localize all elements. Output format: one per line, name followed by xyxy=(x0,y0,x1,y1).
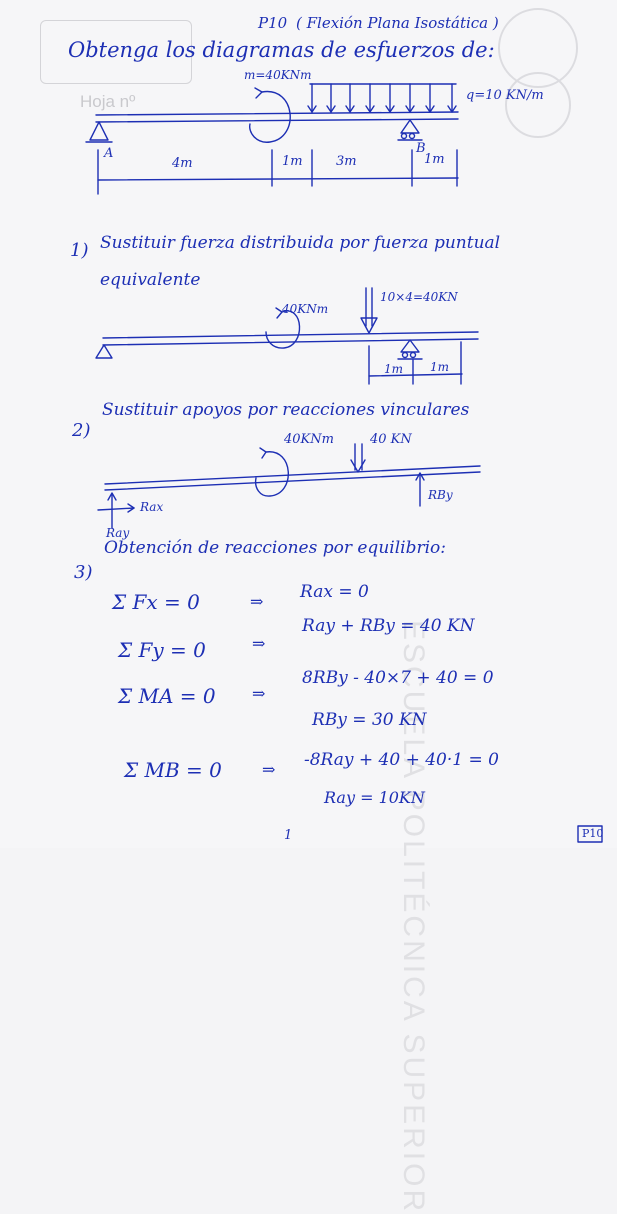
eq-3-lhs: Σ MA = 0 xyxy=(118,684,216,708)
step3-text: Obtención de reacciones por equilibrio: xyxy=(104,538,446,558)
step2-number: 2) xyxy=(72,420,91,441)
eq-2-arrow: ⇒ xyxy=(252,634,266,653)
eq-1-arrow: ⇒ xyxy=(250,592,264,611)
step1-number: 1) xyxy=(70,240,89,261)
fig3-beam xyxy=(105,466,480,490)
fig2-support-a xyxy=(96,345,112,358)
eq-1-rhs: Rax = 0 xyxy=(300,582,369,602)
step1-text-line1: Sustituir fuerza distribuida por fuerza puntual xyxy=(100,233,501,253)
step2-text: Sustituir apoyos por reacciones vinculares xyxy=(102,400,470,420)
fig1-support-b xyxy=(398,120,422,140)
fig3-moment-label: 40KNm xyxy=(284,432,334,447)
fig1-dim-3: 3m xyxy=(336,154,357,169)
fig1-beam xyxy=(96,112,458,122)
fig3-reaction-ray xyxy=(108,493,116,528)
fig3-force-label: 40 KN xyxy=(370,432,412,447)
fig3-rax-label: Rax xyxy=(140,500,164,514)
fig3-reaction-rby xyxy=(416,473,424,506)
fig1-dim-2: 1m xyxy=(282,154,303,169)
footer-tag: P10 xyxy=(582,827,604,840)
eq-2-rhs: Ray + RBy = 40 KN xyxy=(302,616,475,636)
eq-5-arrow: ⇒ xyxy=(262,760,276,779)
step1-text-line2: equivalente xyxy=(100,270,201,290)
fig1-support-b-label: B xyxy=(416,141,426,156)
fig2-dim-2: 1m xyxy=(430,360,450,374)
fig1-load-label: q=10 KN/m xyxy=(466,88,544,103)
intro-text: Obtenga los diagramas de esfuerzos de: xyxy=(68,38,495,62)
fig2-support-b xyxy=(398,340,422,359)
fig2-beam xyxy=(103,332,478,345)
eq-3-rhs: 8RBy - 40×7 + 40 = 0 xyxy=(302,668,494,688)
page-code: P10 xyxy=(258,14,288,32)
fig1-moment-arrow xyxy=(250,88,291,142)
fig3-ray-label: Ray xyxy=(106,526,130,540)
fig3-moment-arrow xyxy=(256,448,289,496)
eq-5-rhs: -8Ray + 40 + 40·1 = 0 xyxy=(304,750,499,770)
page-number: 1 xyxy=(284,828,293,843)
fig2-dim-1: 1m xyxy=(384,362,404,376)
fig2-moment-label: 40KNm xyxy=(282,302,329,316)
page-subtitle: ( Flexión Plana Isostática ) xyxy=(296,14,499,32)
step3-number: 3) xyxy=(74,562,93,583)
fig2-point-force xyxy=(361,288,377,333)
fig3-point-force xyxy=(351,444,365,472)
eq-3-arrow: ⇒ xyxy=(252,684,266,703)
fig3-reaction-rax xyxy=(98,504,134,512)
fig1-support-a-label: A xyxy=(104,146,114,161)
eq-4-rhs: RBy = 30 KN xyxy=(312,710,427,730)
fig1-support-a xyxy=(86,122,112,142)
eq-2-lhs: Σ Fy = 0 xyxy=(118,638,206,662)
fig1-dim-1: 4m xyxy=(172,156,193,171)
fig3-rby-label: RBy xyxy=(428,488,453,502)
fig2-force-label: 10×4=40KN xyxy=(380,290,458,304)
fig1-dimension-line xyxy=(98,150,458,194)
fig1-dim-4: 1m xyxy=(424,152,445,167)
eq-6-rhs: Ray = 10KN xyxy=(324,788,425,807)
eq-1-lhs: Σ Fx = 0 xyxy=(112,590,200,614)
fig1-moment-label: m=40KNm xyxy=(244,68,312,82)
eq-5-lhs: Σ MB = 0 xyxy=(124,758,222,782)
stamp-text: Hoja nº xyxy=(80,92,136,111)
watermark-text: ESCUELA POLITÉCNICA SUPERIOR xyxy=(397,620,430,1214)
fig1-distributed-load xyxy=(308,84,456,112)
